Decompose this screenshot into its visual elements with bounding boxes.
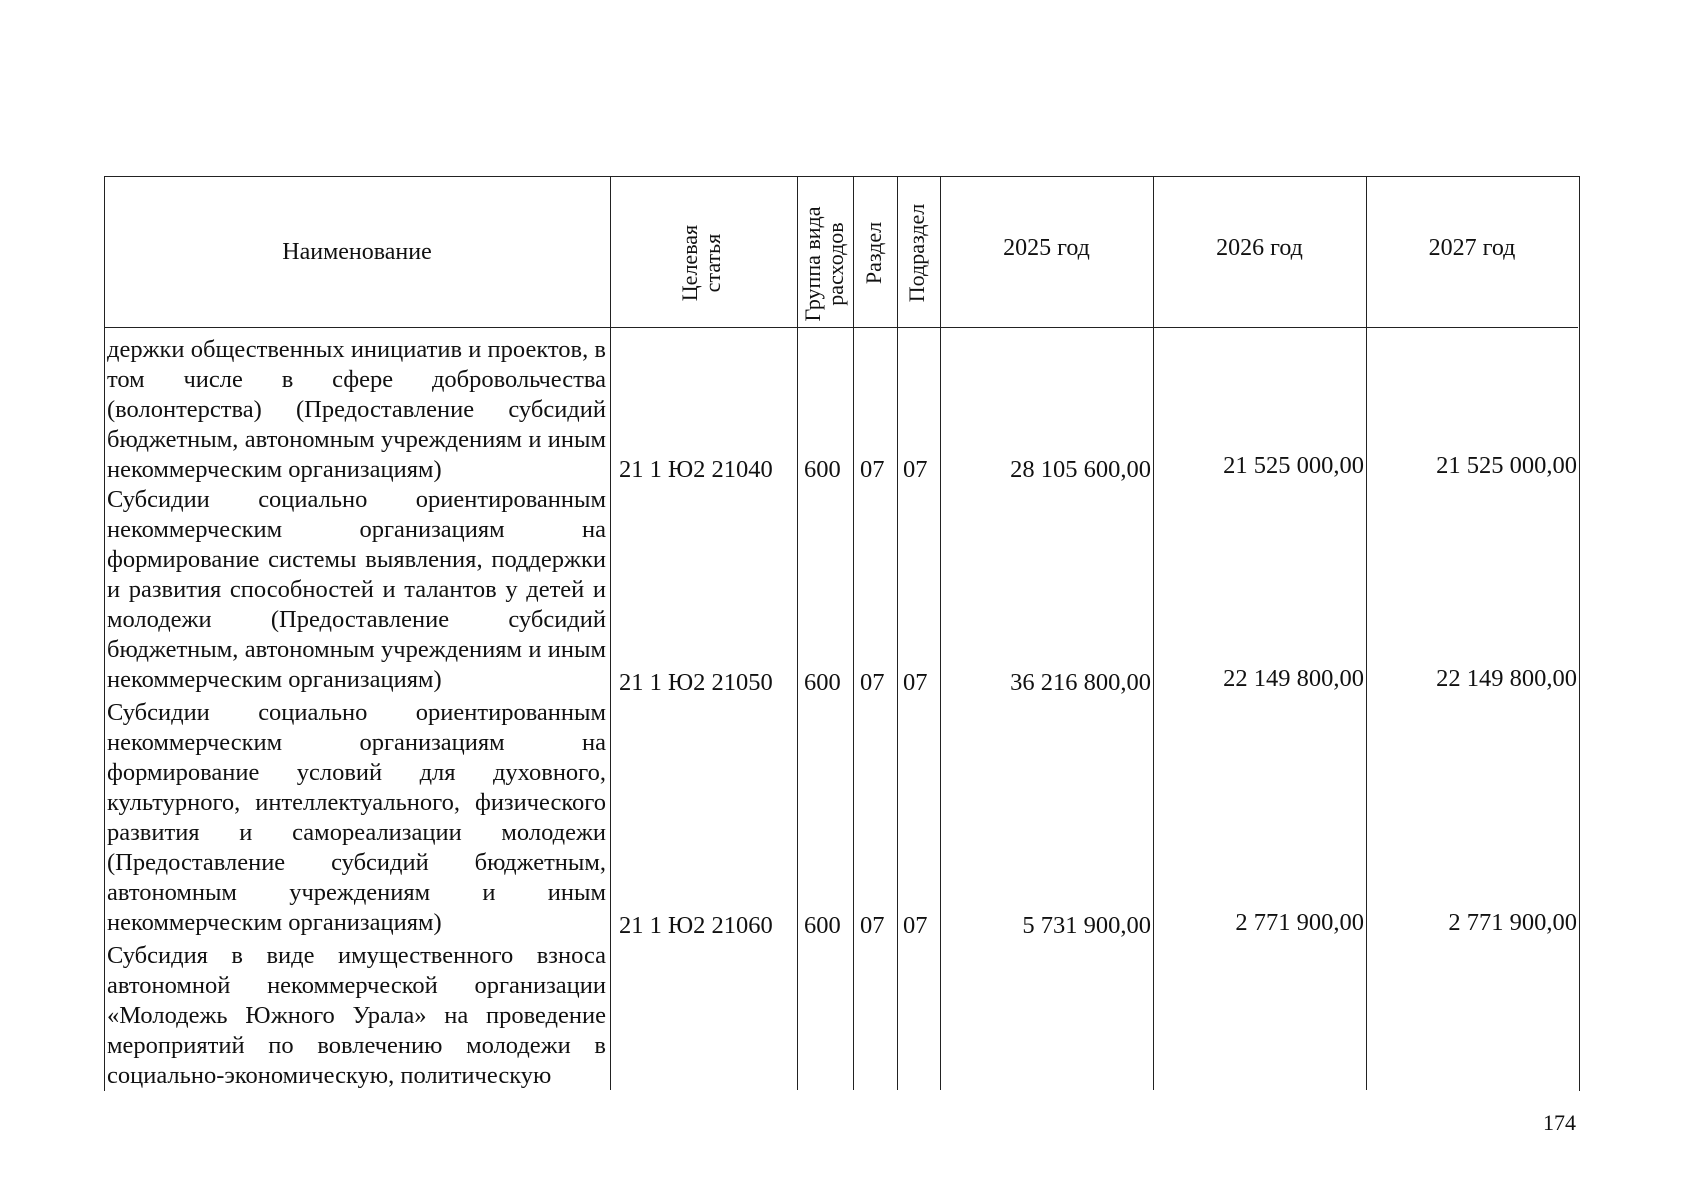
row-2025: 5 731 900,00 <box>1022 912 1151 939</box>
row-name: держки общественных инициатив и проектов, в том числе в сфере добровольчества (волонтерства) (Предоставление субсидий бюджетным, автономным учреждениям и иным некоммерческим организациям) <box>107 336 606 483</box>
row-2027: 2 771 900,00 <box>1448 909 1577 936</box>
row-subsection: 07 <box>903 912 928 939</box>
page-number: 174 <box>1543 1110 1576 1135</box>
row-expense-group: 600 <box>804 669 841 696</box>
row-2025: 36 216 800,00 <box>1010 669 1151 696</box>
header-2027: 2027 год <box>1428 235 1516 261</box>
column-divider <box>940 176 941 1090</box>
row-2025: 28 105 600,00 <box>1010 456 1151 483</box>
row-expense-group: 600 <box>804 456 841 483</box>
row-2027: 22 149 800,00 <box>1436 665 1577 692</box>
header-target-article-text: Целевая статья <box>677 224 726 302</box>
column-divider <box>797 176 798 1090</box>
table-row-description <box>107 941 606 1091</box>
column-divider <box>853 176 854 1090</box>
header-subsection: Подраздел <box>904 203 929 303</box>
row-subsection: 07 <box>903 456 928 483</box>
header-target-article <box>678 188 728 338</box>
row-2027: 21 525 000,00 <box>1436 452 1577 479</box>
row-section: 07 <box>860 669 885 696</box>
column-divider <box>610 176 611 1090</box>
column-divider <box>1366 176 1367 1090</box>
column-divider <box>897 176 898 1090</box>
row-2026: 21 525 000,00 <box>1223 452 1364 479</box>
table-row-description <box>107 335 606 485</box>
row-name: Субсидии социально ориентированным некоммерческим организациям на формирование системы выявления, поддержки и развития способностей и талантов у детей и молодежи (Предоставление субсидий бюджетным, автономным учреждениям и иным некоммерческим организациям) <box>107 486 606 693</box>
header-expense-group <box>801 190 851 338</box>
row-expense-group: 600 <box>804 912 841 939</box>
row-target-article: 21 1 Ю2 21060 <box>619 912 773 939</box>
header-2025: 2025 год <box>1003 235 1090 261</box>
row-name: Субсидии социально ориентированным некоммерческим организациям на формирование условий для духовного, культурного, интеллектуального, физического развития и самореализации молодежи (Предоставление субсидий бюджетным, автономным учреждениям и иным некоммерческим организациям) <box>107 699 606 936</box>
row-2026: 2 771 900,00 <box>1235 909 1364 936</box>
header-name: Наименование <box>282 239 432 265</box>
table-row-description <box>107 485 606 695</box>
row-section: 07 <box>860 456 885 483</box>
row-name: Субсидия в виде имущественного взноса автономной некоммерческой организации «Молодежь Южного Урала» на проведение мероприятий по вовлечению молодежи в социально-экономическую, политическую <box>107 942 606 1089</box>
table-row-description <box>107 698 606 938</box>
row-subsection: 07 <box>903 669 928 696</box>
row-section: 07 <box>860 912 885 939</box>
header-section: Раздел <box>861 221 886 285</box>
header-expense-group-text: Группа вида расходов <box>800 206 849 322</box>
row-target-article: 21 1 Ю2 21050 <box>619 669 773 696</box>
header-2026: 2026 год <box>1216 235 1303 261</box>
row-2026: 22 149 800,00 <box>1223 665 1364 692</box>
row-target-article: 21 1 Ю2 21040 <box>619 456 773 483</box>
column-divider <box>1153 176 1154 1090</box>
